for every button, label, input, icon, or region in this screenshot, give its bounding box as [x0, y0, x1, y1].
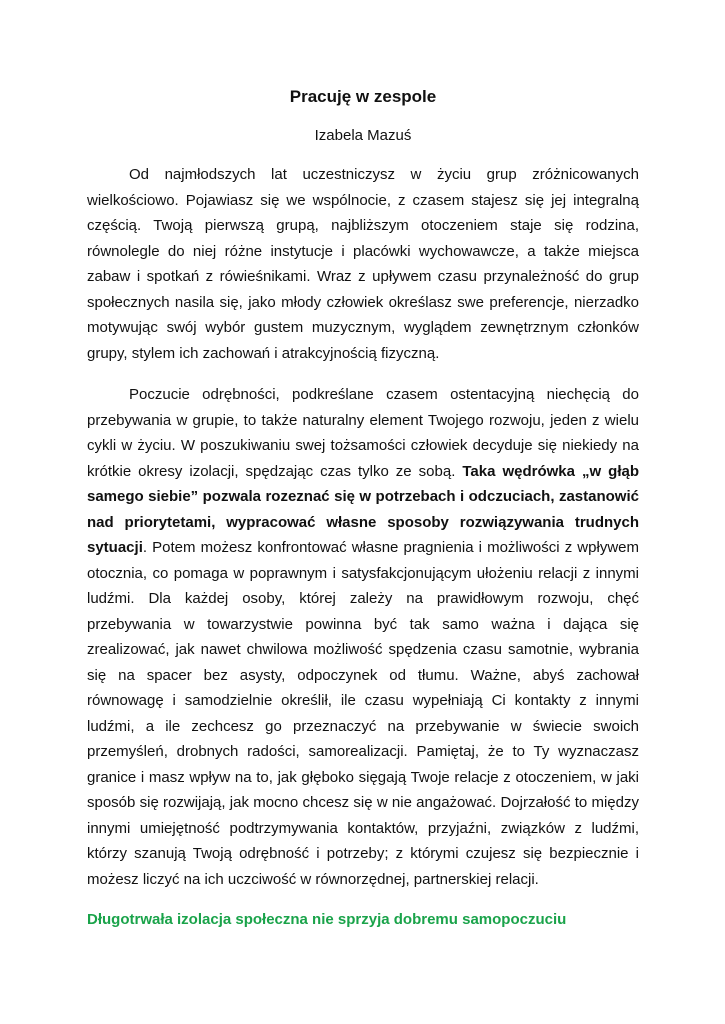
- paragraph-identity-emphasis: Taka wędrówka „w głąb samego siebie” pozwala rozeznać się w potrzebach i odczuciach, zastanowić nad priorytetami, wypracować własne sposoby rozwiązywania trudnych sytuacji: [87, 462, 639, 556]
- document-author: Izabela Mazuś: [314, 127, 412, 144]
- paragraph-identity-text-start: Poczucie odrębności, podkreślane czasem ostentacyjną niechęcią do przebywania w grupie, to także naturalny element Twojego rozwoju, jeden z wielu cykli w życiu. W poszukiwaniu swej tożsamości człowiek decyduje się niekiedy na krótkie okresy izolacji, spędzając czas tylko ze sobą.: [87, 386, 639, 480]
- section-subheading: Długotrwała izolacja społeczna nie sprzyja dobremu samopoczuciu: [87, 911, 567, 928]
- paragraph-identity: [87, 382, 639, 892]
- paragraph-intro: Od najmłodszych lat uczestniczysz w życiu grup zróżnicowanych wielkościowo. Pojawiasz się we wspólnocie, z czasem stajesz się jej integralną częścią. Twoją pierwszą grupą, najbliższym otoczeniem staje się rodzina, równolegle do niej różne instytucje i placówki wychowawcze, a także miejsca zabaw i spotkań z rówieśnikami. Wraz z upływem czasu przynależność do grup społecznych nasila się, jako młody człowiek określasz swe preferencje, nierzadko motywując swój wybór gustem muzycznym, wyglądem zewnętrznym członków grupy, stylem ich zachowań i atrakcyjnością fizyczną.: [87, 166, 639, 362]
- paragraph-identity-text-end: . Potem możesz konfrontować własne pragnienia i możliwości z wpływem otocznia, co pomaga w poprawnym i satysfakcjonującym ułożeniu relacji z innymi ludźmi. Dla każdej osoby, której zależy na prawidłowym rozwoju, chęć przebywania w towarzystwie powinna być tak samo ważna i dająca się zrealizować, jak nawet chwilowa możliwość spędzenia czasu samotnie, wybrania się na spacer bez asysty, odpoczynek od tłumu. Ważne, abyś zachował równowagę i samodzielnie określił, ile czasu wypełniają Ci kontakty z innymi ludźmi, a ile zechcesz go przeznaczyć na przebywanie w świecie swoich przemyśleń, drobnych radości, samorealizacji. Pamiętaj, że to Ty wyznaczasz granice i masz wpływ na to, jak głęboko sięgają Twoje relacje z otoczeniem, w jaki sposób się rozwijają, jak mocno chcesz się w nie angażować. Dojrzałość to między innymi umiejętność podtrzymywania kontaktów, przyjaźni, związków z ludźmi, którzy szanują Twoją odrębność i potrzeby; z którymi czujesz się bezpiecznie i możesz liczyć na ich uczciwość w równorzędnej, partnerskiej relacji.: [87, 539, 639, 888]
- document-title: Pracuję w zespole: [289, 87, 437, 106]
